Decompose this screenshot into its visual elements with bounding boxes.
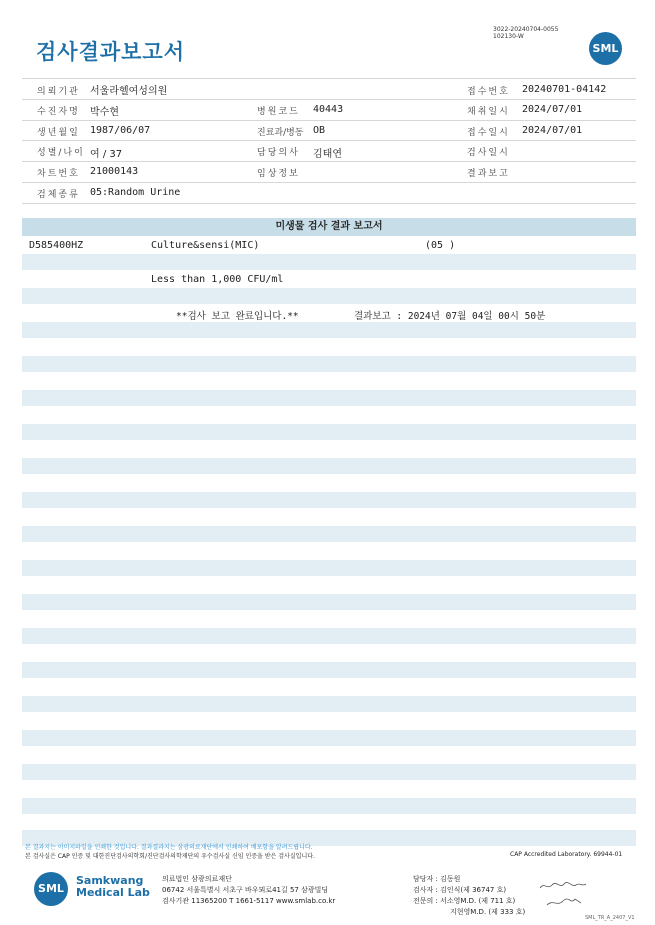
birth-value: 1987/06/07 [90, 125, 151, 136]
clinical-info-label: 임상정보 [257, 169, 300, 179]
footer-staff [413, 874, 525, 918]
org-contact: 검사기관 11365200 T 1661-5117 www.smlab.co.kr [162, 897, 336, 905]
sex-age-label: 성별/나이 [37, 148, 85, 158]
test-date-label: 검사일시 [467, 148, 510, 158]
patient-value: 박수현 [90, 107, 119, 118]
sml-logo: SML [589, 32, 622, 65]
row-band [22, 730, 636, 746]
specialist-signature [545, 895, 585, 909]
brand-line2: Medical Lab [76, 886, 150, 899]
row-band [22, 288, 636, 304]
staff-tester: 검사자 : 김인식(제 36747 호) [413, 886, 507, 894]
row-band [22, 492, 636, 508]
requester-value: 서울라헬여성의원 [90, 86, 168, 97]
row-band [22, 322, 636, 338]
requester-label: 의뢰기관 [37, 87, 80, 97]
dept-value: OB [313, 125, 326, 136]
document-id-line1: 3022-20240704-0055 [493, 26, 559, 33]
accession-value: 20240701-04142 [522, 84, 607, 95]
footer-sml-logo: SML [34, 872, 68, 906]
staff-specialist2: 지현영M.D. (제 333 호) [450, 908, 526, 916]
divider [22, 140, 636, 141]
report-time: 결과보고 : 2024년 07월 04일 00시 50분 [354, 311, 546, 322]
divider [22, 182, 636, 183]
footer-note-print: 본 결과지는 이미지파일을 인쇄한 것입니다. 결과결과지는 삼광의료재단에서 인쇄하여 배포함을 알려드립니다. [25, 844, 313, 851]
row-band [22, 356, 636, 372]
section-title: 미생물 검사 결과 보고서 [275, 221, 383, 232]
document-id [493, 26, 558, 40]
divider [22, 120, 636, 121]
sex-age-value: 여 / 37 [90, 149, 123, 160]
doctor-label: 담당의사 [257, 148, 300, 158]
row-band [22, 390, 636, 406]
culture-result: Less than 1,000 CFU/ml [151, 274, 284, 285]
row-band [22, 594, 636, 610]
footer-brand [76, 875, 150, 899]
collect-value: 2024/07/01 [522, 104, 583, 115]
receive-value: 2024/07/01 [522, 125, 583, 136]
tester-signature [538, 880, 588, 892]
brand-line1: Samkwang [76, 874, 144, 887]
row-band [22, 254, 636, 270]
divider [22, 99, 636, 100]
doctor-value: 김태연 [313, 149, 342, 160]
org-address: 06742 서울특별시 서초구 바우뫼로41길 57 삼광빌딩 [162, 886, 329, 894]
specimen-label: 검체종류 [37, 190, 80, 200]
specimen-value: 05:Random Urine [90, 187, 181, 198]
test-number: (05 ) [425, 240, 456, 251]
divider [22, 161, 636, 162]
hospital-code-label: 병원코드 [257, 107, 300, 117]
row-band [22, 764, 636, 780]
chart-number-label: 차트번호 [37, 169, 80, 179]
row-band [22, 458, 636, 474]
patient-label: 수진자명 [37, 107, 80, 117]
divider [22, 78, 636, 79]
collect-label: 채취일시 [467, 107, 510, 117]
birth-label: 생년월일 [37, 128, 80, 138]
receive-label: 접수일시 [467, 128, 510, 138]
row-band [22, 696, 636, 712]
row-band [22, 662, 636, 678]
chart-number-value: 21000143 [90, 166, 139, 177]
form-code: SML_TR_A_2407_V1 [585, 915, 635, 921]
row-band [22, 526, 636, 542]
row-band [22, 560, 636, 576]
row-band [22, 424, 636, 440]
report-label: 결과보고 [467, 169, 510, 179]
test-code: D585400HZ [29, 240, 84, 251]
row-band [22, 798, 636, 814]
test-name: Culture&sensi(MIC) [151, 240, 260, 251]
cap-accreditation: CAP Accredited Laboratory. 69944-01 [510, 851, 623, 858]
staff-manager: 담당자 : 김동원 [413, 875, 461, 883]
dept-label: 진료과/병동 [257, 128, 304, 138]
row-band [22, 628, 636, 644]
divider [22, 203, 636, 204]
accession-label: 접수번호 [467, 87, 510, 97]
footer-organization [162, 874, 335, 907]
org-name: 의료법인 삼광의료재단 [162, 875, 232, 883]
document-id-line2: 102130-W [493, 33, 524, 40]
report-complete-note: **검사 보고 완료입니다.** [176, 311, 299, 322]
hospital-code-value: 40443 [313, 104, 344, 115]
footer-note-accreditation: 본 검사실은 CAP 인증 및 대한진단검사의학회/진단검사의학재단의 우수검사실 신임 인증을 받은 검사실입니다. [25, 853, 315, 860]
page-title: 검사결과보고서 [36, 40, 186, 64]
staff-specialist1: 전문의 : 서소영M.D. (제 711 호) [413, 897, 516, 905]
